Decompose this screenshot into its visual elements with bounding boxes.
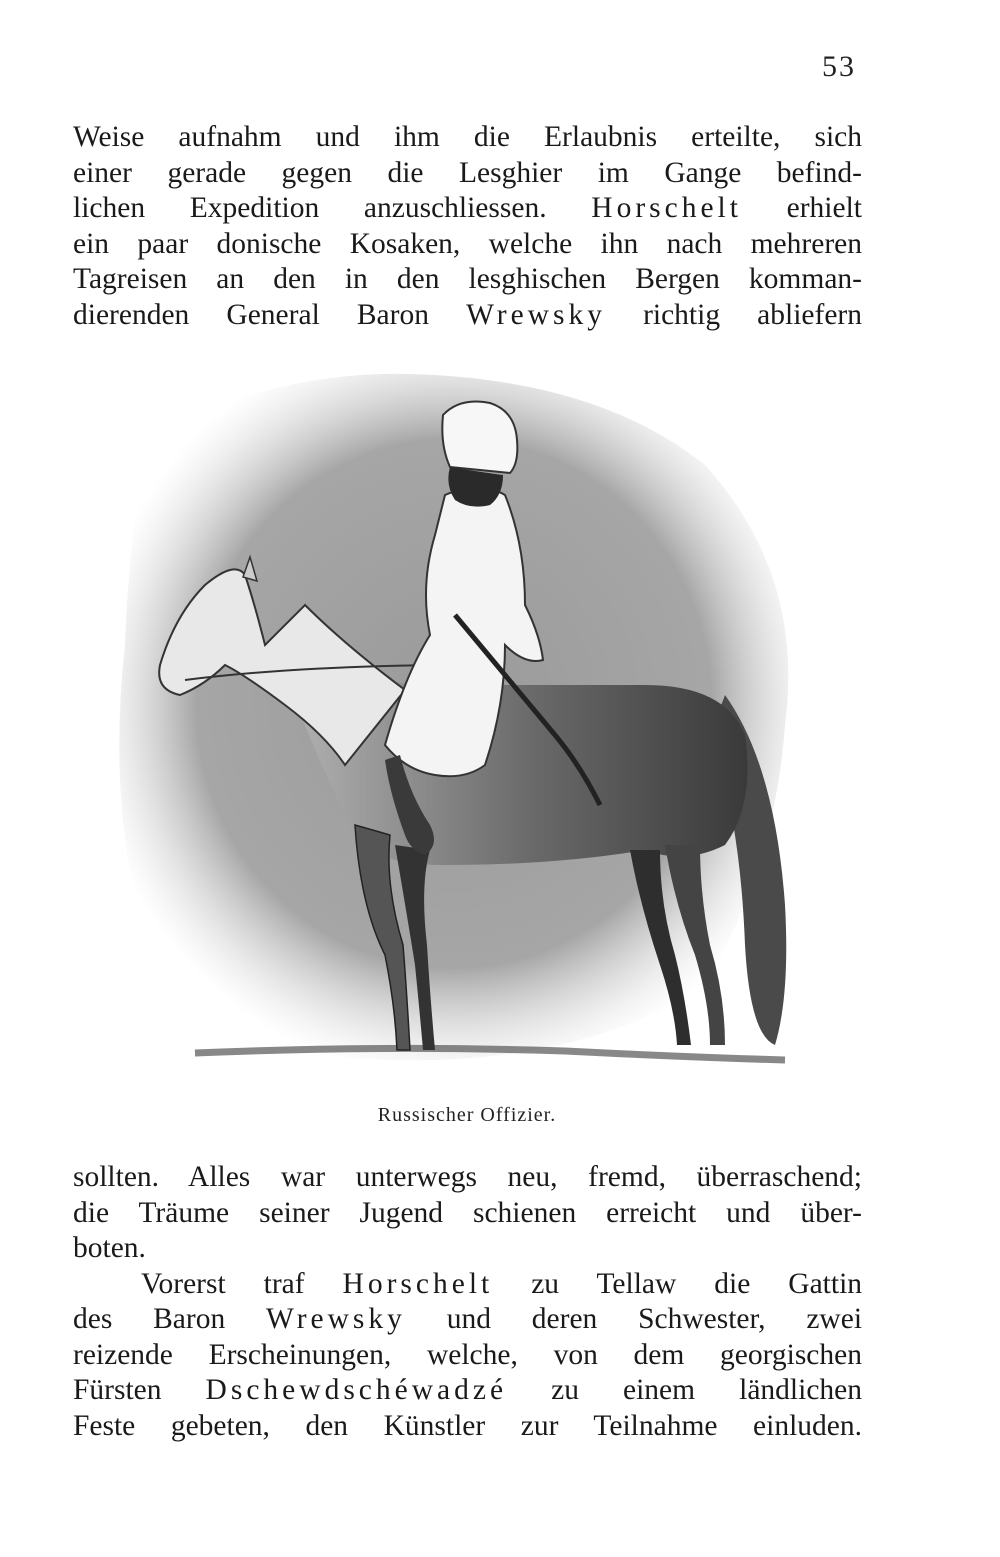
text-span: Fürsten bbox=[73, 1374, 162, 1406]
text-line: sollten. Alles war unterwegs neu, fremd, überraschend; bbox=[73, 1161, 862, 1193]
text-span: dierenden General Baron bbox=[73, 298, 429, 331]
text-span: des Baron bbox=[73, 1303, 226, 1335]
text-line bbox=[73, 298, 862, 334]
text-line: einer gerade gegen die Lesghier im Gange befind- bbox=[73, 156, 862, 189]
text-line bbox=[73, 1373, 862, 1409]
text-line: die Träume seiner Jugend schienen erreicht und über- bbox=[73, 1196, 862, 1229]
text-line: boten. bbox=[73, 1232, 146, 1264]
name-horschelt: Horschelt bbox=[342, 1267, 494, 1300]
text-line: Weise aufnahm und ihm die Erlaubnis erteilte, sich bbox=[73, 121, 862, 153]
name-wrewsky: Wrewsky bbox=[466, 298, 606, 331]
text-line bbox=[73, 1267, 862, 1303]
text-span: zu einem ländlichen bbox=[551, 1374, 862, 1406]
bottom-paragraphs bbox=[73, 1160, 862, 1444]
text-line: reizende Erscheinungen, welche, von dem georgischen bbox=[73, 1338, 862, 1371]
illustration-russian-officer bbox=[85, 345, 825, 1090]
text-line bbox=[73, 1302, 862, 1338]
top-paragraph bbox=[73, 120, 862, 333]
text-span: lichen Expedition anzuschliessen. bbox=[73, 192, 547, 224]
figure-caption: Russischer Offizier. bbox=[377, 1104, 557, 1126]
name-dschewdschewadze: Dschewdschéwadzé bbox=[205, 1374, 508, 1406]
text-span: und deren Schwester, zwei bbox=[446, 1303, 862, 1335]
name-horschelt: Horschelt bbox=[591, 192, 742, 224]
text-line bbox=[73, 191, 862, 227]
text-span: zu Tellaw die Gattin bbox=[531, 1267, 862, 1300]
rider-hat bbox=[442, 402, 517, 474]
text-span: erhielt bbox=[786, 192, 862, 224]
page-number: 53 bbox=[822, 50, 856, 83]
name-wrewsky: Wrewsky bbox=[266, 1303, 406, 1335]
text-line: Tagreisen an den in den lesghischen Bergen komman- bbox=[73, 263, 862, 295]
text-line: ein paar donische Kosaken, welche ihn nach mehreren bbox=[73, 227, 862, 260]
text-span: richtig abliefern bbox=[643, 298, 862, 331]
text-line: Feste gebeten, den Künstler zur Teilnahme einluden. bbox=[73, 1409, 862, 1442]
text-span: Vorerst traf bbox=[141, 1267, 305, 1300]
